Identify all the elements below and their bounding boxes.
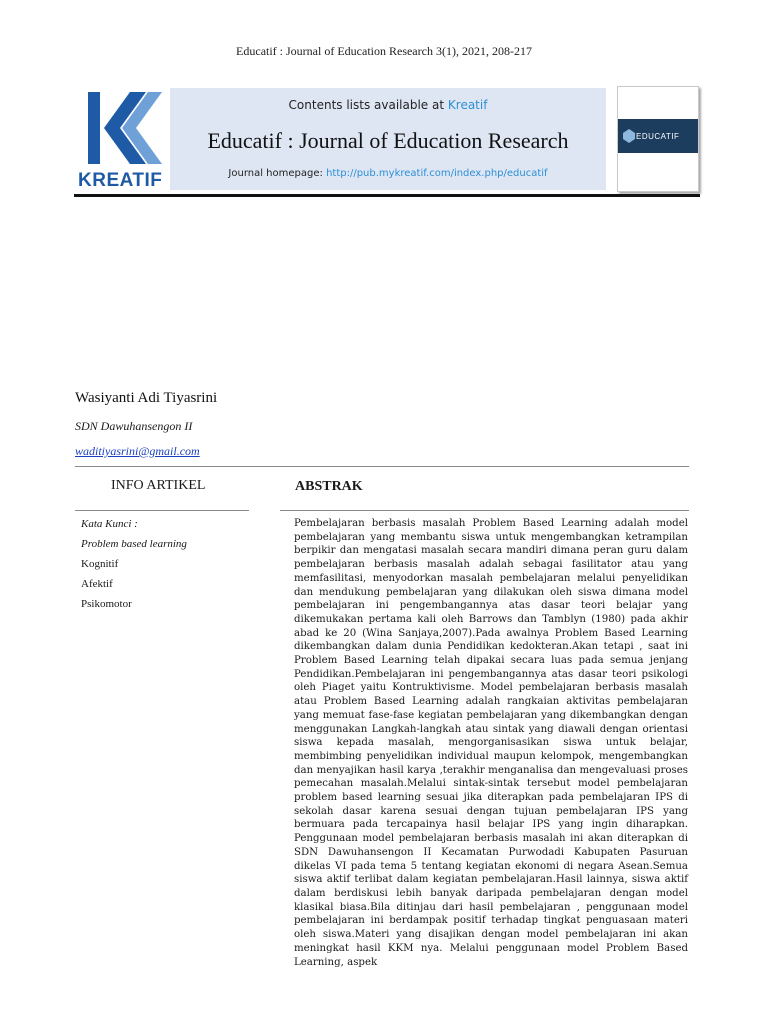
banner-divider: [74, 194, 700, 197]
keyword-item: Afektif: [81, 578, 113, 590]
author-name: Wasiyanti Adi Tiyasrini: [75, 390, 218, 406]
keyword-item: Psikomotor: [81, 598, 132, 610]
keywords-label: Kata Kunci :: [81, 518, 138, 530]
header-divider: [75, 466, 689, 467]
author-affiliation: SDN Dawuhansengon II: [75, 419, 193, 433]
logo-wordmark: KREATIF: [78, 170, 163, 191]
abstract-divider: [280, 510, 689, 511]
keyword-item: Problem based learning: [81, 538, 187, 550]
contents-line: [170, 98, 606, 112]
homepage-link[interactable]: http://pub.mykreatif.com/index.php/educatif: [326, 168, 548, 179]
contents-prefix: Contents lists available at: [288, 98, 445, 112]
homepage-label: Journal homepage:: [228, 168, 323, 179]
cover-title: EDUCATIF: [636, 132, 680, 141]
journal-banner: [74, 86, 700, 194]
author-email-link[interactable]: waditiyasrini@gmail.com: [75, 444, 200, 458]
info-divider: [75, 510, 249, 511]
running-head: Educatif : Journal of Education Research 3(1), 2021, 208-217: [236, 44, 532, 58]
info-heading: INFO ARTIKEL: [111, 478, 206, 493]
kreatif-logo: [74, 86, 168, 192]
journal-title: Educatif : Journal of Education Research: [207, 128, 569, 153]
abstract-heading: ABSTRAK: [295, 479, 363, 494]
homepage-line: [170, 168, 606, 179]
cover-emblem-icon: [623, 129, 635, 143]
banner-center: [170, 88, 606, 190]
contents-brand-link[interactable]: Kreatif: [447, 98, 488, 112]
journal-cover-thumbnail: [617, 86, 699, 192]
kreatif-k-icon: [74, 86, 168, 170]
abstract-text: Pembelajaran berbasis masalah Problem Based Learning adalah model pembelajaran yang membantu siswa untuk mengembangkan ketrampilan berpikir dan mengatasi masalah secara mandiri dimana peran guru dalam pembelajaran berbasis masalah adalah sebagai fasilitator atau yang memfasilitasi, menyodorkan masalah pembelajaran melalui penyelidikan dan mendukung pembelajaran yang dilakukan oleh siswa dimana model pembelajaran ini pengembangannya atas dasar teori belajar yang dikemukakan pertama kali oleh Barrows dan Tamblyn (1980) pada akhir abad ke 20 (Wina Sanjaya,2007).Pada awalnya Problem Based Learning dikembangkan dalam dunia Pendidikan kedokteran.Akan tetapi , saat ini Problem Based Learning telah dipakai secara luas pada semua jenjang Pendidikan.Pembelajaran ini pengembangannya atas dasar teori psikologi oleh Piaget yaitu Kontruktivisme. Model pembelajaran berbasis masalah atau Problem Based Learning adalah rangkaian aktivitas pembelajaran yang memuat fase-fase kegiatan pembelajaran yang dikembangkan dengan menggunakan Langkah-langkah atau sintak yang diawali dengan orientasi siswa kepada masalah, mengorganisasikan siswa untuk belajar, membimbing penyelidikan individual maupun kelompok, mengembangkan dan menyajikan hasil karya ,terakhir menganalisa dan mengevaluasi proses pemecahan masalah.Melalui sintak-sintak tersebut model pembelajaran problem based learning sesuai jika diterapkan pada pembelajaran IPS di sekolah dasar karena sesuai dengan tujuan pembelajaran IPS yang bermuara pada tercapainya hasil belajar IPS yang ingin diharapkan. Penggunaan model pembelajaran berbasis masalah ini akan diterapkan di SDN Dawuhansengon II Kecamatan Purwodadi Kabupaten Pasuruan dikelas VI pada tema 5 tentang kegiatan ekonomi di negara Asean.Semua siswa aktif terlibat dalam kegiatan pembelajaran.Hasil lainnya, siswa aktif dalam berdiskusi lebih banyak daripada pembelajaran dengan model klasikal biasa.Bila ditinjau dari hasil pembelajaran , penggunaan model pembelajaran ini berdampak positif terhadap tingkat penguasaan materi oleh siswa.Materi yang disajikan dengan model pembelajaran ini akan meningkat hasil KKM nya. Melalui penggunaan model Problem Based Learning, aspek: [294, 518, 688, 968]
keyword-item: Kognitif: [81, 558, 119, 570]
